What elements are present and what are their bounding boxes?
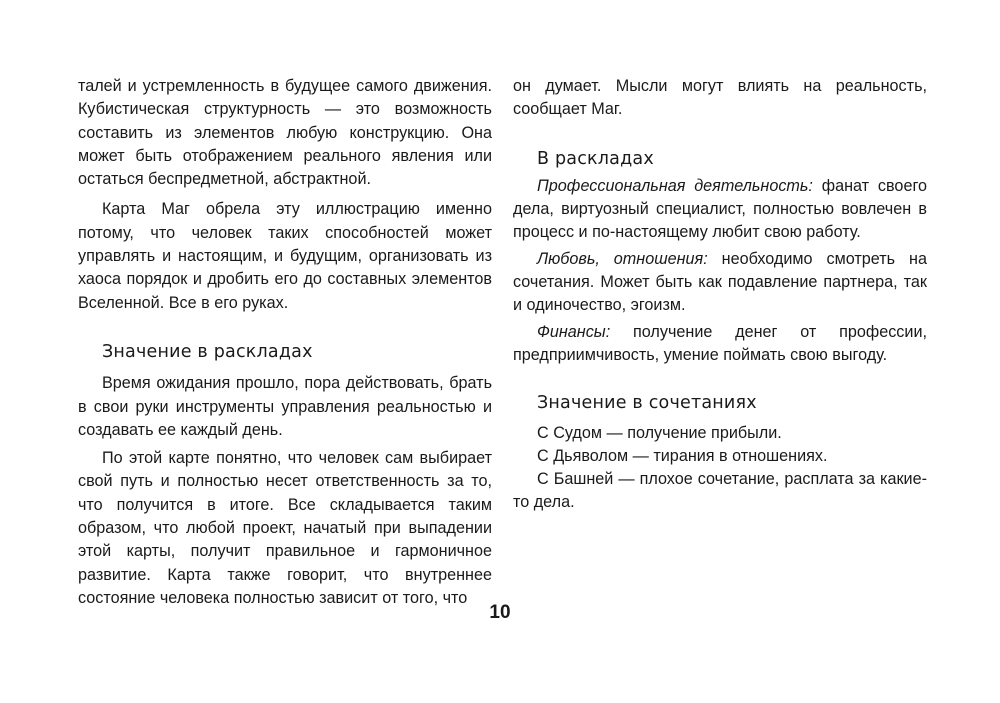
- reading-finance: [513, 321, 927, 368]
- reading-label: Финансы:: [537, 322, 611, 341]
- reading-professional: [513, 175, 927, 245]
- right-column: [513, 75, 927, 515]
- reading-text: получение денег от профессии, предприимчивость, умение поймать свою выгоду.: [513, 322, 927, 364]
- section-heading: Значение в раскладах: [102, 341, 313, 362]
- section-heading: В раскладах: [537, 148, 654, 169]
- section-heading: Значение в сочетаниях: [537, 393, 757, 414]
- paragraph: талей и устремленность в будущее самого движения. Кубистическая структурность — это возможность составить из элементов любую конструкцию. Она может быть отображением реального явления или остаться беспредметной, абстрактной.: [78, 77, 492, 189]
- reading-love: [513, 248, 927, 318]
- left-column: [78, 75, 492, 610]
- reading-label: Профессиональная деятельность:: [537, 176, 813, 195]
- reading-text: фанат своего дела, виртуозный специалист, полностью вовлечен в процесс и по-настоящему любит свою работу.: [513, 176, 927, 242]
- paragraph: он думает. Мысли могут влиять на реальность, сообщает Маг.: [513, 77, 927, 119]
- paragraph: По этой карте понятно, что человек сам выбирает свой путь и полностью несет ответственность за то, что получится в итоге. Все складывается таким образом, что любой проект, начатый при выпадении этой карты, получит правильное и гармоничное развитие. Карта также говорит, что внутреннее состояние человека полностью зависит от того, что: [78, 449, 492, 607]
- combination-item: С Дьяволом — тирания в отношениях.: [537, 446, 828, 465]
- page-number: 10: [489, 602, 511, 623]
- reading-label: Любовь, отношения:: [537, 249, 708, 268]
- reading-text: необходимо смотреть на сочетания. Может быть как подавление партнера, так и одиночество, эгоизм.: [513, 249, 927, 315]
- combination-item: С Башней — плохое сочетание, расплата за какие-то дела.: [513, 470, 927, 512]
- paragraph: Время ожидания прошло, пора действовать, брать в свои руки инструменты управления реальностью и создавать ее каждый день.: [78, 374, 492, 439]
- combination-item: С Судом — получение прибыли.: [537, 423, 782, 442]
- paragraph: Карта Маг обрела эту иллюстрацию именно потому, что человек таких способностей может управлять и настоящим, и будущим, организовать из хаоса порядок и дробить его до составных элементов Вселенной. Все в его руках.: [78, 200, 492, 312]
